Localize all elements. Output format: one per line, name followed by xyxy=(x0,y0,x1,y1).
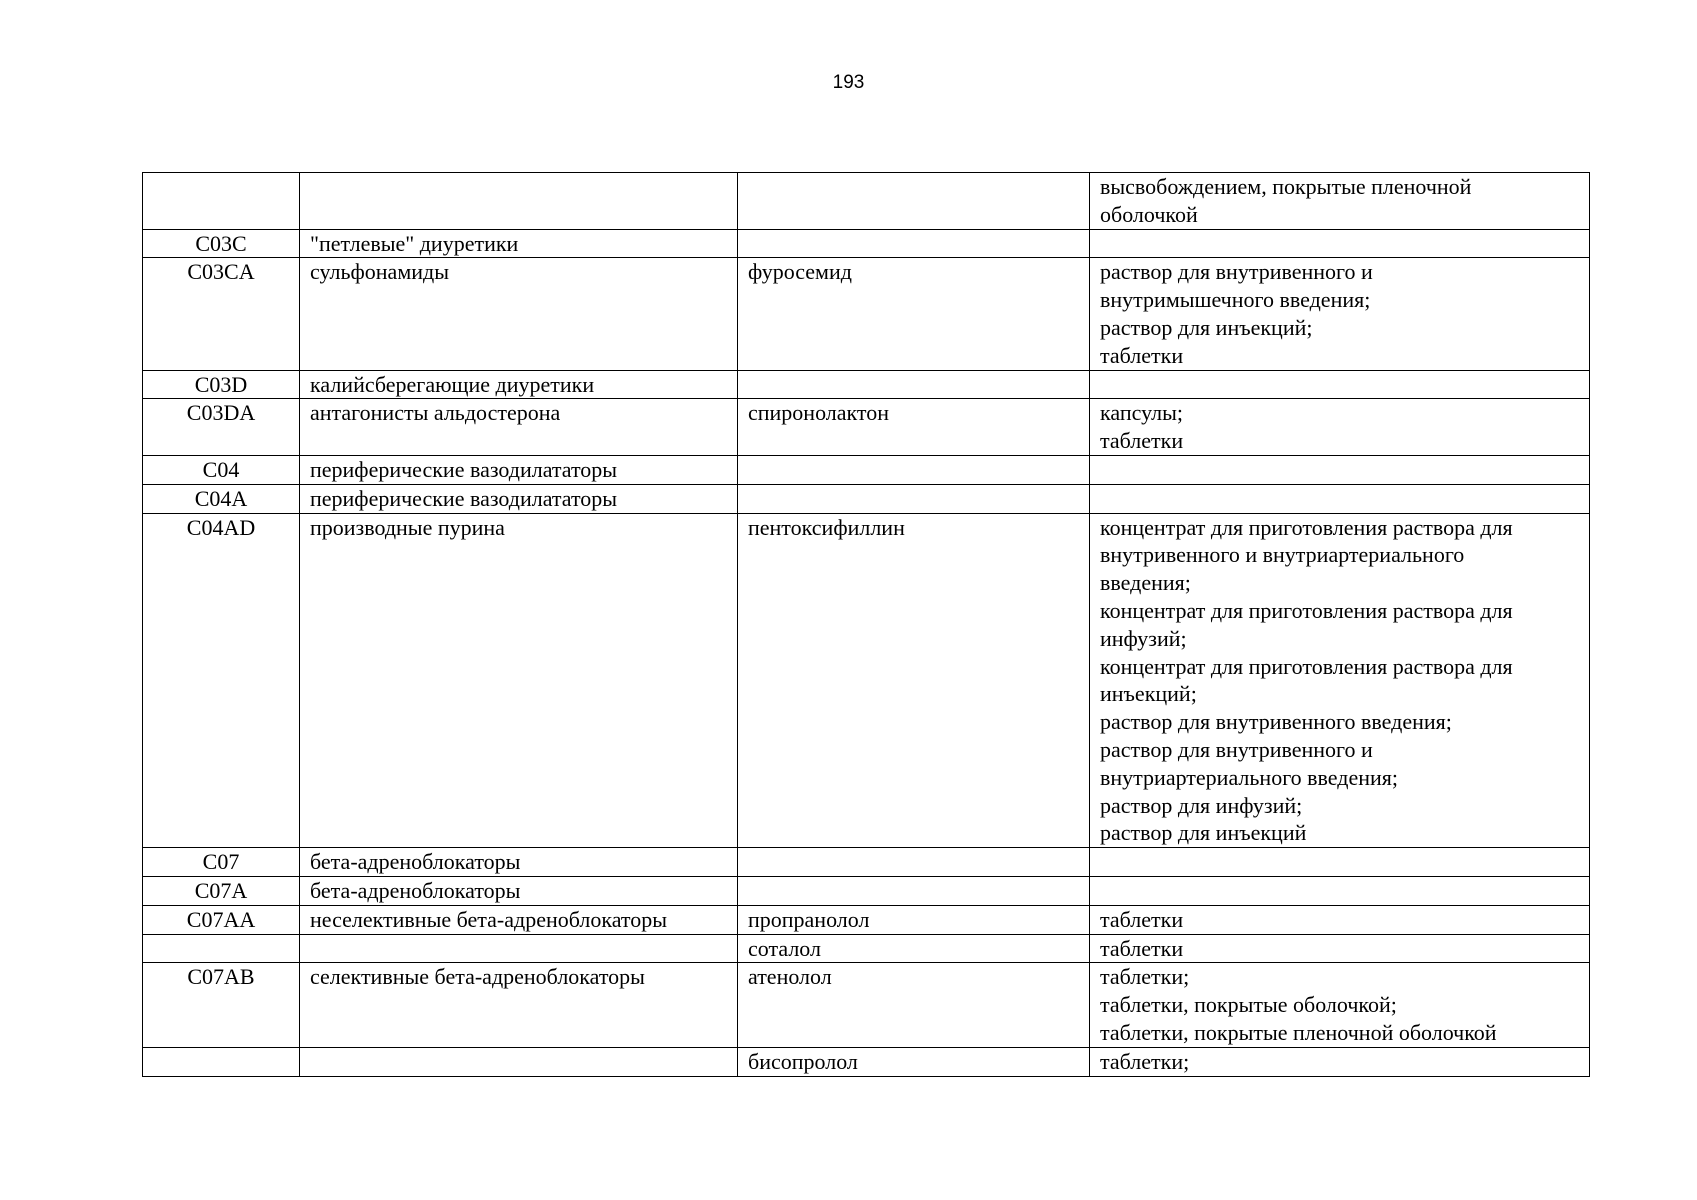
drug-name-cell: соталол xyxy=(738,934,1090,963)
drug-name-cell xyxy=(738,876,1090,905)
pharmacological-group-cell: неселективные бета-адреноблокаторы xyxy=(300,905,738,934)
dosage-form-line: концентрат для приготовления раствора для xyxy=(1100,597,1513,623)
dosage-form-line: инфузий; xyxy=(1100,625,1187,651)
drug-name-cell xyxy=(738,173,1090,230)
pharmacological-group-cell: бета-адреноблокаторы xyxy=(300,876,738,905)
table-row xyxy=(143,1047,1590,1076)
dosage-form-cell xyxy=(1090,848,1590,877)
pharmacological-group-cell: селективные бета-адреноблокаторы xyxy=(300,963,738,1047)
atc-code-cell: C07AB xyxy=(143,963,300,1047)
drug-name-cell xyxy=(738,848,1090,877)
dosage-form-line: таблетки, покрытые оболочкой; xyxy=(1100,992,1397,1018)
dosage-form-line: таблетки; xyxy=(1100,1048,1190,1074)
table-row xyxy=(143,513,1590,848)
atc-code-cell xyxy=(143,173,300,230)
pharmacological-group-cell: сульфонамиды xyxy=(300,258,738,370)
dosage-form-cell xyxy=(1090,905,1590,934)
pharmacological-group-cell xyxy=(300,1047,738,1076)
atc-code-cell xyxy=(143,1047,300,1076)
dosage-form-cell xyxy=(1090,934,1590,963)
atc-code-cell xyxy=(143,934,300,963)
dosage-form-line: раствор для инфузий; xyxy=(1100,792,1303,818)
dosage-form-line: таблетки xyxy=(1100,906,1184,932)
atc-code-cell: C03C xyxy=(143,229,300,258)
drug-name-cell: пропранолол xyxy=(738,905,1090,934)
pharmacological-group-cell xyxy=(300,173,738,230)
dosage-form-cell xyxy=(1090,513,1590,848)
dosage-form-line: высвобождением, покрытые пленочной xyxy=(1100,174,1472,199)
table-row xyxy=(143,399,1590,456)
dosage-form-line: концентрат для приготовления раствора для xyxy=(1100,653,1513,679)
table-row xyxy=(143,905,1590,934)
table-row xyxy=(143,173,1590,230)
drug-name-cell xyxy=(738,455,1090,484)
table-row xyxy=(143,876,1590,905)
dosage-form-cell xyxy=(1090,876,1590,905)
dosage-form-line: таблетки xyxy=(1100,935,1184,961)
dosage-form-line: таблетки xyxy=(1100,342,1184,368)
dosage-form-cell xyxy=(1090,229,1590,258)
drug-name-cell xyxy=(738,484,1090,513)
dosage-form-line: введения; xyxy=(1100,570,1191,596)
table-row xyxy=(143,484,1590,513)
drug-name-cell xyxy=(738,370,1090,399)
dosage-form-cell xyxy=(1090,399,1590,456)
atc-code-cell: C04A xyxy=(143,484,300,513)
dosage-form-line: концентрат для приготовления раствора для xyxy=(1100,514,1513,540)
atc-code-cell: C03CA xyxy=(143,258,300,370)
pharmacological-group-cell: периферические вазодилататоры xyxy=(300,484,738,513)
drug-name-cell: фуросемид xyxy=(738,258,1090,370)
drug-name-cell: бисопролол xyxy=(738,1047,1090,1076)
page-number: 193 xyxy=(832,72,865,93)
dosage-form-line: внутриартериального введения; xyxy=(1100,764,1399,790)
drug-table xyxy=(142,172,1590,1077)
atc-code-cell: C07A xyxy=(143,876,300,905)
dosage-form-line: капсулы; xyxy=(1100,400,1183,426)
table-row xyxy=(143,229,1590,258)
dosage-form-line: инъекций; xyxy=(1100,681,1197,707)
atc-code-cell: C07AA xyxy=(143,905,300,934)
atc-code-cell: C03DA xyxy=(143,399,300,456)
atc-code-cell: C07 xyxy=(143,848,300,877)
table-row xyxy=(143,370,1590,399)
table-row xyxy=(143,258,1590,370)
pharmacological-group-cell: производные пурина xyxy=(300,513,738,848)
table-row xyxy=(143,934,1590,963)
atc-code-cell: C03D xyxy=(143,370,300,399)
dosage-form-cell xyxy=(1090,370,1590,399)
table-row xyxy=(143,455,1590,484)
dosage-form-cell xyxy=(1090,258,1590,370)
dosage-form-line: раствор для внутривенного и xyxy=(1100,736,1373,762)
dosage-form-cell xyxy=(1090,173,1590,230)
table-body xyxy=(143,173,1590,1077)
dosage-form-cell xyxy=(1090,455,1590,484)
dosage-form-line: внутримышечного введения; xyxy=(1100,287,1371,313)
dosage-form-line: внутривенного и внутриартериального xyxy=(1100,542,1465,568)
drug-name-cell: спиронолактон xyxy=(738,399,1090,456)
atc-code-cell: C04 xyxy=(143,455,300,484)
pharmacological-group-cell: калийсберегающие диуретики xyxy=(300,370,738,399)
table-row xyxy=(143,963,1590,1047)
drug-name-cell: пентоксифиллин xyxy=(738,513,1090,848)
pharmacological-group-cell xyxy=(300,934,738,963)
dosage-form-line: раствор для внутривенного и xyxy=(1100,259,1373,285)
dosage-form-line: таблетки, покрытые пленочной оболочкой xyxy=(1100,1019,1497,1045)
atc-code-cell: C04AD xyxy=(143,513,300,848)
dosage-form-line: раствор для инъекций; xyxy=(1100,314,1313,340)
drug-name-cell xyxy=(738,229,1090,258)
dosage-form-cell xyxy=(1090,1047,1590,1076)
dosage-form-cell xyxy=(1090,963,1590,1047)
dosage-form-line: таблетки; xyxy=(1100,964,1190,990)
pharmacological-group-cell: антагонисты альдостерона xyxy=(300,399,738,456)
pharmacological-group-cell: бета-адреноблокаторы xyxy=(300,848,738,877)
pharmacological-group-cell: "петлевые" диуретики xyxy=(300,229,738,258)
table-row xyxy=(143,848,1590,877)
pharmacological-group-cell: периферические вазодилататоры xyxy=(300,455,738,484)
dosage-form-line: оболочкой xyxy=(1100,201,1198,227)
drug-name-cell: атенолол xyxy=(738,963,1090,1047)
dosage-form-cell xyxy=(1090,484,1590,513)
dosage-form-line: раствор для инъекций xyxy=(1100,820,1307,846)
dosage-form-line: раствор для внутривенного введения; xyxy=(1100,709,1452,735)
dosage-form-line: таблетки xyxy=(1100,428,1184,454)
